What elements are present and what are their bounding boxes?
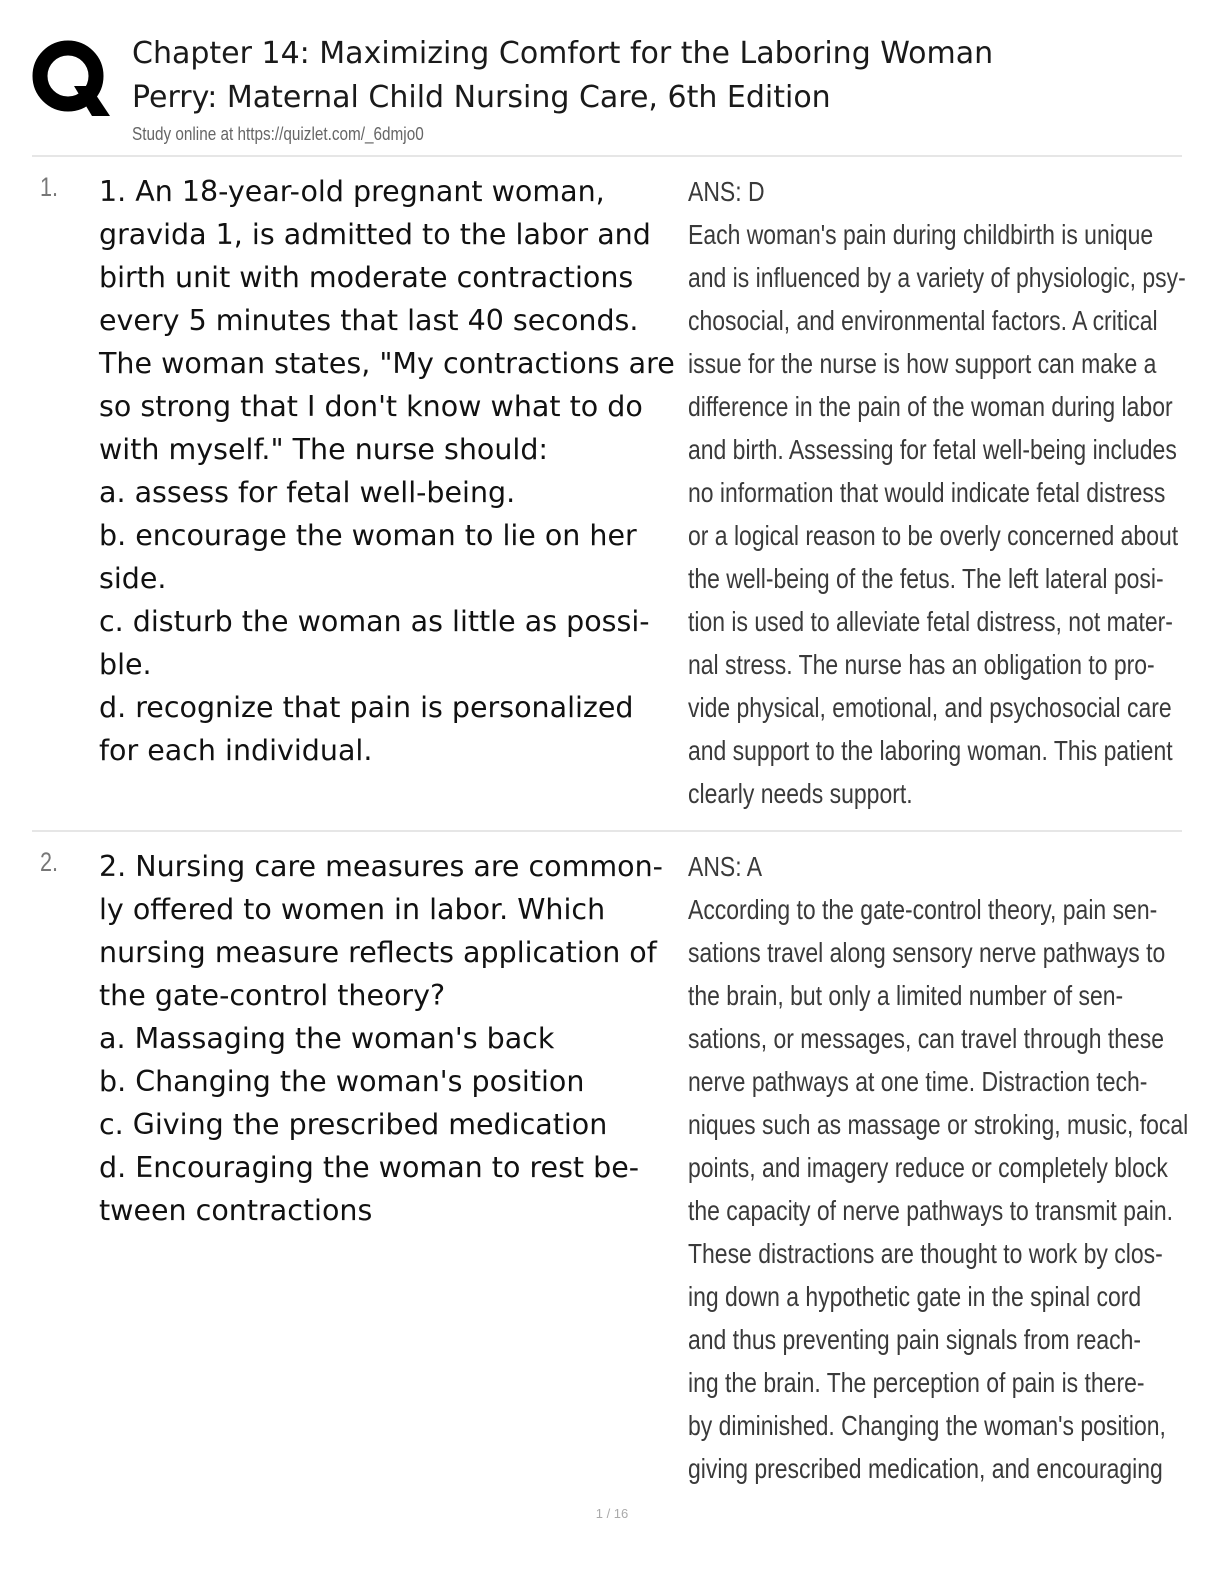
flashcard-1: [32, 170, 1186, 815]
study-online-link[interactable]: Study online at https://quizlet.com/_6dmjo0: [132, 124, 424, 144]
header-divider: [32, 155, 1182, 157]
question-line: 1. An 18-year-old pregnant woman,: [99, 175, 605, 208]
answer-line: and support to the laboring woman. This patient: [688, 735, 1173, 766]
question-text: [99, 170, 681, 772]
page-header: [30, 32, 1190, 152]
option-d-cont: tween contractions: [99, 1194, 373, 1227]
answer-line: by diminished. Changing the woman's position,: [688, 1410, 1166, 1441]
question-line: gravida 1, is admitted to the labor and: [99, 218, 651, 251]
question-line: birth unit with moderate contractions: [99, 261, 634, 294]
answer-line: difference in the pain of the woman during labor: [688, 391, 1173, 422]
answer-key: ANS: D: [688, 176, 765, 207]
answer-line: Each woman's pain during childbirth is unique: [688, 219, 1154, 250]
answer-line: vide physical, emotional, and psychosocial care: [688, 692, 1172, 723]
answer-line: chosocial, and environmental factors. A critical: [688, 305, 1158, 336]
question-line: nursing measure reflects application of: [99, 936, 657, 969]
answer-line: the brain, but only a limited number of sen-: [688, 980, 1124, 1011]
answer-line: nal stress. The nurse has an obligation to pro-: [688, 649, 1155, 680]
answer-line: sations, or messages, can travel through these: [688, 1023, 1165, 1054]
card-number: 1.: [40, 172, 59, 202]
option-d-cont: for each individual.: [99, 734, 373, 767]
title-block: [132, 32, 993, 145]
option-b: b. encourage the woman to lie on her: [99, 519, 637, 552]
answer-line: tion is used to alleviate fetal distress, not mater-: [688, 606, 1173, 637]
option-b-cont: side.: [99, 562, 167, 595]
answer-text: [688, 845, 1188, 1490]
question-line: the gate-control theory?: [99, 979, 446, 1012]
option-c: c. Giving the prescribed medication: [99, 1108, 608, 1141]
answer-line: the capacity of nerve pathways to transmit pain.: [688, 1195, 1173, 1226]
question-line: so strong that I don't know what to do: [99, 390, 643, 423]
option-d: d. Encouraging the woman to rest be-: [99, 1151, 640, 1184]
answer-line: issue for the nurse is how support can make a: [688, 348, 1157, 379]
option-a: a. assess for fetal well-being.: [99, 476, 516, 509]
answer-line: ing the brain. The perception of pain is there-: [688, 1367, 1145, 1398]
answer-line: points, and imagery reduce or completely block: [688, 1152, 1168, 1183]
answer-line: or a logical reason to be overly concerned about: [688, 520, 1179, 551]
option-c: c. disturb the woman as little as possi-: [99, 605, 650, 638]
card-number: 2.: [40, 847, 59, 877]
answer-line: and thus preventing pain signals from reach-: [688, 1324, 1142, 1355]
answer-line: nerve pathways at one time. Distraction tech-: [688, 1066, 1148, 1097]
option-d: d. recognize that pain is personalized: [99, 691, 634, 724]
question-line: every 5 minutes that last 40 seconds.: [99, 304, 639, 337]
answer-line: ing down a hypothetic gate in the spinal cord: [688, 1281, 1142, 1312]
answer-line: These distractions are thought to work by clos-: [688, 1238, 1163, 1269]
answer-line: giving prescribed medication, and encouraging: [688, 1453, 1163, 1484]
flashcard-2: [32, 845, 1189, 1495]
document-subtitle: Perry: Maternal Child Nursing Care, 6th Edition: [132, 80, 831, 115]
option-c-cont: ble.: [99, 648, 152, 681]
document-title: Chapter 14: Maximizing Comfort for the Laboring Woman: [132, 36, 994, 71]
answer-key: ANS: A: [688, 851, 763, 882]
card-divider: [32, 830, 1182, 832]
answer-line: niques such as massage or stroking, music, focal: [688, 1109, 1189, 1140]
question-line: ly offered to women in labor. Which: [99, 893, 606, 926]
answer-line: clearly needs support.: [688, 778, 913, 809]
quizlet-q-logo-icon: [30, 38, 110, 118]
answer-text: [688, 170, 1188, 815]
answer-line: sations travel along sensory nerve pathways to: [688, 937, 1166, 968]
question-text: [99, 845, 681, 1232]
answer-line: According to the gate-control theory, pain sen-: [688, 894, 1158, 925]
answer-line: and is influenced by a variety of physiologic, psy-: [688, 262, 1186, 293]
question-line: with myself." The nurse should:: [99, 433, 549, 466]
answer-line: and birth. Assessing for fetal well-being includes: [688, 434, 1177, 465]
answer-line: no information that would indicate fetal distress: [688, 477, 1166, 508]
question-line: 2. Nursing care measures are common-: [99, 850, 663, 883]
option-b: b. Changing the woman's position: [99, 1065, 585, 1098]
page-number: 1 / 16: [595, 1506, 629, 1521]
option-a: a. Massaging the woman's back: [99, 1022, 555, 1055]
answer-line: the well-being of the fetus. The left lateral posi-: [688, 563, 1164, 594]
question-line: The woman states, "My contractions are: [99, 347, 675, 380]
